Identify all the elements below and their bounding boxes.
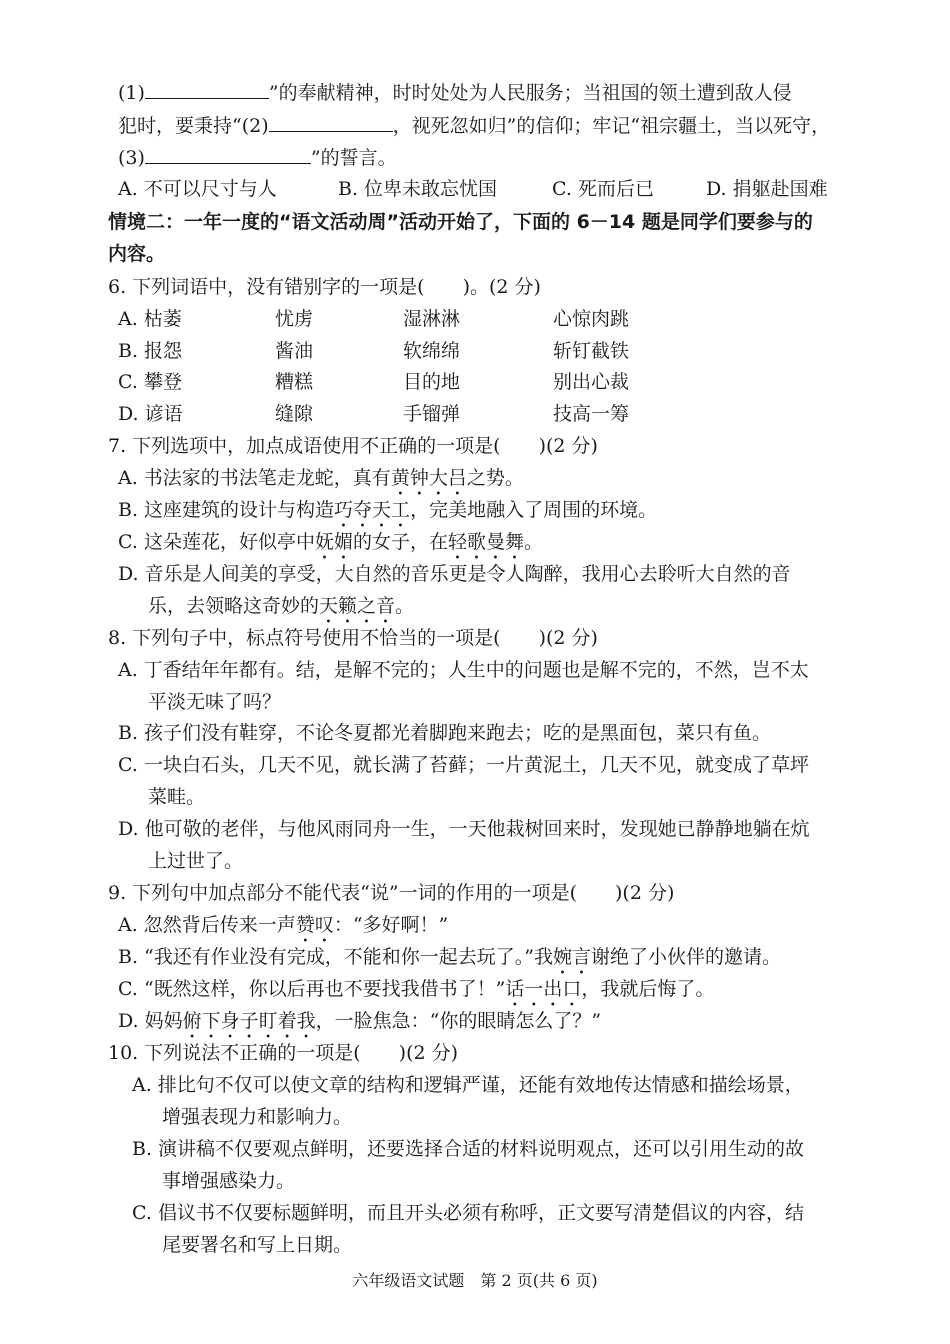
q9-b-text: B. “我还有作业没有完成，不能和你一起去玩了。”我 [118, 946, 553, 968]
page-footer: 六年级语文试题 第 2 页(共 6 页) [352, 1271, 598, 1290]
q6-a-1: A. 枯萎 [118, 308, 182, 330]
q9-c-dotted: 话一出口 [505, 978, 582, 1000]
intro-line-1 [118, 80, 792, 105]
q6-d-1: D. 谚语 [118, 403, 183, 425]
q8-option-d-line1: D. 他可敬的老伴，与他风雨同舟一生，一天他栽树回来时，发现她已静静地躺在炕 [118, 818, 810, 840]
q7-option-d-line2 [148, 594, 414, 628]
q6-b-1: B. 报怨 [118, 340, 183, 362]
q9-a-dotted: 赞叹 [295, 914, 334, 936]
intro-option-a: A. 不可以尺寸与人 [118, 178, 277, 200]
q7-c-dotted-1: 妩媚 [314, 531, 353, 553]
q9-b-dotted: 婉言 [552, 946, 591, 968]
q9-a-text-end: ：“多好啊！” [333, 914, 449, 936]
q6-b-2: 酱油 [275, 340, 314, 362]
q9-c-text-end: ，我就后悔了。 [581, 978, 715, 1000]
scenario-heading-cont: 内容。 [108, 243, 166, 265]
q6-b-4: 斩钉截铁 [553, 340, 630, 362]
q7-c-dotted-2: 轻歌曼舞 [447, 531, 524, 553]
blank-label-3: (3) [118, 147, 145, 169]
q6-c-4: 别出心裁 [553, 371, 630, 393]
q9-a-text: A. 忽然背后传来一声 [118, 914, 296, 936]
q8-option-a-line2: 平淡无味了吗？ [148, 691, 282, 713]
q10-option-c-line1: C. 倡议书不仅要标题鲜明，而且开头必须有称呼，正文要写清楚倡议的内容，结 [132, 1202, 804, 1224]
q9-c-text: C. “既然这样，你以后再也不要找我借书了！” [118, 978, 506, 1000]
blank-label-2: 犯时，要秉持“(2) [118, 115, 269, 137]
q10-option-b-line2: 事增强感染力。 [162, 1170, 296, 1192]
q6-c-3: 目的地 [403, 371, 461, 393]
intro-line-2 [118, 113, 830, 138]
q7-c-text-end: 。 [524, 531, 544, 553]
answer-blank-2[interactable] [269, 113, 393, 132]
q10-option-b-line1: B. 演讲稿不仅要观点鲜明，还要选择合适的材料说明观点，还可以引用生动的故 [132, 1138, 805, 1160]
answer-blank-1[interactable] [145, 80, 269, 99]
q7-c-text: C. 这朵莲花，好似亭中 [118, 531, 315, 553]
intro-option-b: B. 位卑未敢忘忧国 [338, 178, 498, 200]
intro-text-2: ，视死忽如归”的信仰；牢记“祖宗疆土，当以死守， [392, 115, 831, 137]
answer-blank-3[interactable] [145, 145, 311, 164]
q7-option-a [118, 466, 524, 500]
intro-option-d: D. 捐躯赴国难 [706, 178, 828, 200]
intro-option-c: C. 死而后已 [552, 178, 654, 200]
q7-b-text-end: ，完美地融入了周围的环境。 [410, 499, 658, 521]
q8-option-d-line2: 上过世了。 [148, 850, 244, 872]
q7-d-text-end: 。 [395, 595, 415, 617]
q7-b-dotted: 巧夺天工 [334, 499, 411, 521]
q6-b-3: 软绵绵 [403, 340, 461, 362]
intro-text-3: ”的誓言。 [310, 147, 397, 169]
q10-option-a-line1: A. 排比句不仅可以使文章的结构和逻辑严谨，还能有效地传达情感和描绘场景， [132, 1074, 804, 1096]
q8-option-c-line2: 菜畦。 [148, 786, 206, 808]
q8-option-a-line1: A. 丁香结年年都有。结，是解不完的；人生中的问题也是解不完的，不然，岂不太 [118, 659, 809, 681]
q10-option-a-line2: 增强表现力和影响力。 [162, 1106, 353, 1128]
q10-stem: 10. 下列说法不正确的一项是( )(2 分) [108, 1042, 459, 1064]
intro-text-1: ”的奉献精神，时时处处为人民服务；当祖国的领土遭到敌人侵 [268, 82, 792, 104]
intro-line-3 [118, 145, 397, 170]
q7-d-dotted: 天籁之音 [319, 595, 396, 617]
q7-stem: 7. 下列选项中，加点成语使用不正确的一项是( )(2 分) [108, 435, 598, 457]
q7-a-text: A. 书法家的书法笔走龙蛇，真有 [118, 467, 391, 489]
q9-option-d [118, 1009, 601, 1043]
q8-option-b: B. 孩子们没有鞋穿，不论冬夏都光着脚跑来跑去；吃的是黑面包，菜只有鱼。 [118, 722, 772, 744]
q7-option-d-line1: D. 音乐是人间美的享受，大自然的音乐更是令人陶醉，我用心去聆听大自然的音 [118, 563, 791, 585]
q9-stem: 9. 下列句中加点部分不能代表“说”一词的作用的一项是( )(2 分) [108, 882, 675, 904]
q9-option-b [118, 945, 781, 979]
q7-c-text-mid: 的女子，在 [352, 531, 448, 553]
q9-d-dotted: 俯下身子盯着我 [182, 1010, 316, 1032]
q7-b-text: B. 这座建筑的设计与构造 [118, 499, 335, 521]
blank-label-1: (1) [118, 82, 145, 104]
q9-d-text: D. 妈妈 [118, 1010, 183, 1032]
q7-d-text: 乐，去领略这奇妙的 [148, 595, 320, 617]
q9-option-c [118, 977, 714, 1011]
q6-d-2: 缝隙 [275, 403, 314, 425]
q6-d-4: 技高一筹 [553, 403, 630, 425]
q7-option-b [118, 498, 657, 532]
q6-a-4: 心惊肉跳 [553, 308, 630, 330]
scenario-heading: 情境二：一年一度的“语文活动周”活动开始了，下面的 6－14 题是同学们要参与的 [108, 211, 813, 233]
q6-c-1: C. 攀登 [118, 371, 182, 393]
q9-option-a [118, 913, 448, 947]
q8-option-c-line1: C. 一块白石头，几天不见，就长满了苔藓；一片黄泥土，几天不见，就变成了草坪 [118, 754, 809, 776]
q10-option-c-line2: 尾要署名和写上日期。 [162, 1234, 353, 1256]
q7-option-c [118, 530, 543, 564]
q9-d-text-end: ，一脸焦急：“你的眼睛怎么了？” [315, 1010, 602, 1032]
q6-c-2: 糟糕 [275, 371, 314, 393]
q6-a-3: 湿淋淋 [403, 308, 461, 330]
q6-d-3: 手镏弹 [403, 403, 461, 425]
q7-a-text-end: 之势。 [466, 467, 524, 489]
q7-a-dotted: 黄钟大吕 [390, 467, 467, 489]
q6-a-2: 忧虏 [275, 308, 314, 330]
q6-stem: 6. 下列词语中，没有错别字的一项是( )。(2 分) [108, 276, 541, 298]
q9-b-text-end: 谢绝了小伙伴的邀请。 [591, 946, 782, 968]
q8-stem: 8. 下列句子中，标点符号使用不恰当的一项是( )(2 分) [108, 627, 598, 649]
